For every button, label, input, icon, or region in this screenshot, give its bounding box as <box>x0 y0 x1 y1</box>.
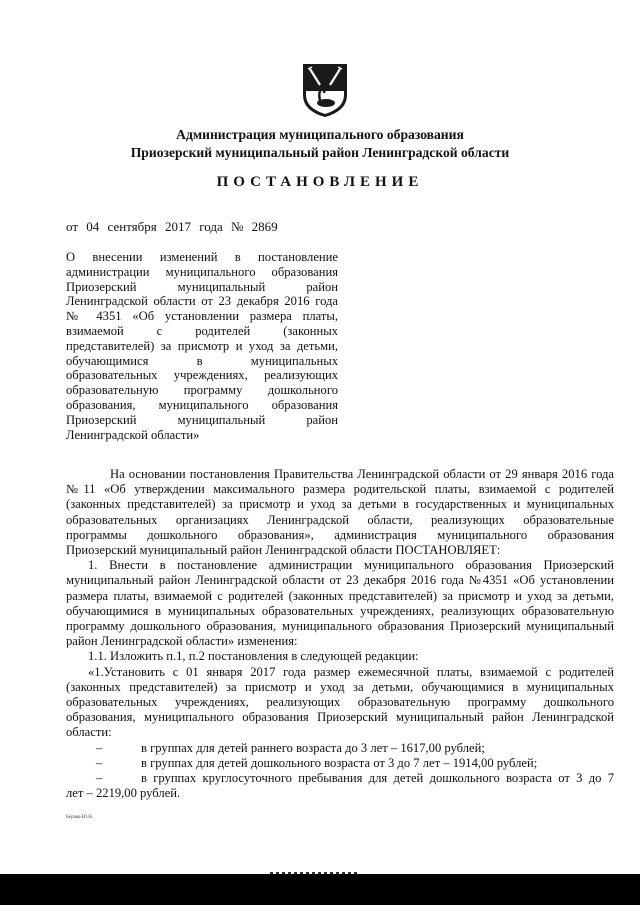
subject-line: образования, муниципального образования <box>66 397 338 412</box>
document-subject <box>66 250 338 442</box>
body-line: «1.Установить с 01 января 2017 года размер ежемесячной платы, взимаемой с родителей <box>88 664 614 679</box>
subject-line: образовательных учреждениях, реализующих <box>66 368 338 383</box>
subject-line: Ленинградской области от 23 декабря 2016 года <box>66 294 338 309</box>
body-line: На основании постановления Правительства Ленинградской области от 29 января 2016 года <box>110 467 614 481</box>
org-name-line2: Приозерский муниципальный район Ленинградской области <box>130 145 510 160</box>
body-line: размера платы, взимаемой с родителей (законных представителей) за присмотр и уход за детьми, <box>66 588 614 603</box>
body-line: (законных представителей) за присмотр и уход за детьми в государственных и муниципальных <box>66 497 614 512</box>
subject-line: № 4351 «Об установлении размера платы, <box>66 309 338 324</box>
list-dash: – <box>96 740 103 755</box>
body-line: образовательных организациях Ленинградской области, реализующих образовательные <box>66 512 614 527</box>
body-line: 1.1. Изложить п.1, п.2 постановления в следующей редакции: <box>88 649 419 664</box>
document-type-title: ПОСТАНОВЛЕНИЕ <box>216 174 424 190</box>
subject-line: взимаемой с родителей (законных <box>66 323 338 338</box>
subject-line: образовательную программу дошкольного <box>66 383 338 398</box>
document-body <box>66 467 614 801</box>
body-line: район Ленинградской области» изменения: <box>66 634 298 649</box>
executor-note: Берова Ю.Н. <box>66 815 94 820</box>
list-dash: – <box>96 771 103 786</box>
body-line: №11 «Об утверждении максимального размера родительской платы, взимаемой с родителей <box>66 482 614 497</box>
body-line: программы дошкольного образования», администрация муниципального образования <box>66 527 614 542</box>
list-dash: – <box>96 755 103 770</box>
scan-border <box>0 874 640 905</box>
subject-line: О внесении изменений в постановление <box>66 250 338 264</box>
list-item-text: в группах круглосуточного пребывания для детей дошкольного возраста от 3 до 7 <box>141 771 614 786</box>
subject-line: Приозерский муниципальный район <box>66 412 338 427</box>
body-line: лет – 2219,00 рублей. <box>66 786 181 801</box>
subject-line: представителей) за присмотр и уход за детьми, <box>66 338 338 353</box>
subject-line: администрации муниципального образования <box>66 264 338 279</box>
list-item <box>66 756 614 771</box>
subject-line: обучающимися в муниципальных <box>66 353 338 368</box>
subject-line: Приозерский муниципальный район <box>66 279 338 294</box>
body-line: образовательных учреждениях, реализующих образовательную программу дошкольного <box>66 695 614 710</box>
body-line: обучающимися в муниципальных образовательных учреждениях, реализующих образовательную <box>66 603 614 618</box>
org-name-line1: Администрация муниципального образования <box>176 127 464 142</box>
subject-line: Ленинградской области» <box>66 427 200 442</box>
list-item-text: в группах для детей раннего возраста до 3 лет – 1617,00 рублей; <box>141 740 485 755</box>
body-line: муниципальный район Ленинградской области от 23 декабря 2016 года №4351 «Об установлении <box>66 573 614 588</box>
body-line: Приозерский муниципальный район Ленинградской области ПОСТАНОВЛЯЕТ: <box>66 543 501 558</box>
body-line: образования, муниципального образования Приозерский муниципальный район Ленинградской <box>66 710 614 725</box>
body-line: области: <box>66 725 112 740</box>
list-item <box>66 771 614 786</box>
body-line: 1. Внести в постановление администрации муниципального образования Приозерский <box>88 558 614 573</box>
body-line: программу дошкольного образования, муниципального образования Приозерский муниципальный <box>66 619 614 634</box>
list-item-text: в группах для детей дошкольного возраста от 3 до 7 лет – 1914,00 рублей; <box>141 755 538 770</box>
coat-of-arms-icon <box>302 63 348 118</box>
body-line: (законных представителей) за присмотр и уход за детьми, обучающимися в муниципальных <box>66 679 614 694</box>
document-date-number: от 04 сентября 2017 года № 2869 <box>66 219 278 234</box>
list-item <box>66 741 614 756</box>
